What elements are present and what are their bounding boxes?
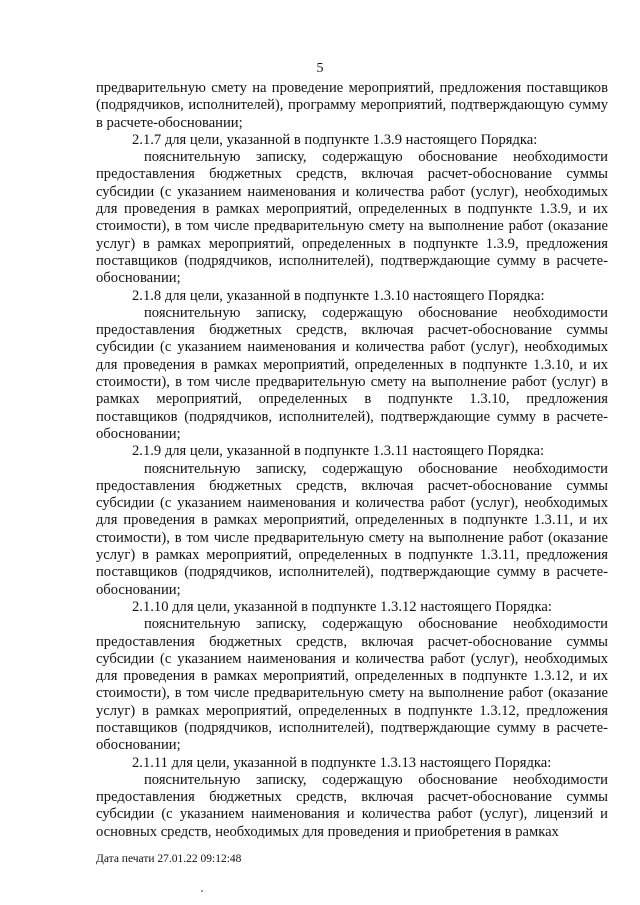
paragraph: пояснительную записку, содержащую обоснование необходимости предоставления бюджетных средств, включая расчет-обоснование суммы субсидии (с указанием наименования и количества работ (услуг), необходимых для проведения в рамках мероприятий, определенных в подпункте 1.3.12, и их стоимости), в том числе предварительную смету на выполнение работ (оказание услуг) в рамках мероприятий, определенных в подпункте 1.3.12, предложения поставщиков (подрядчиков, исполнителей), подтверждающие сумму в расчете-обосновании;	[96, 616, 608, 754]
paragraph: 2.1.8 для цели, указанной в подпункте 1.3.10 настоящего Порядка:	[132, 287, 545, 304]
paragraph: пояснительную записку, содержащую обоснование необходимости предоставления бюджетных средств, включая расчет-обоснование суммы субсидии (с указанием наименования и количества работ (услуг), лицензий и основных средств, необходимых для проведения и приобретения в рамках	[96, 771, 608, 840]
scan-speck	[201, 890, 203, 892]
paragraph: 2.1.9 для цели, указанной в подпункте 1.3.11 настоящего Порядка:	[132, 443, 545, 460]
paragraph: пояснительную записку, содержащую обоснование необходимости предоставления бюджетных средств, включая расчет-обоснование суммы субсидии (с указанием наименования и количества работ (услуг), необходимых для проведения в рамках мероприятий, определенных в подпункте 1.3.11, и их стоимости), в том числе предварительную смету на выполнение работ (оказание услуг) в рамках мероприятий, определенных в подпункте 1.3.11, предложения поставщиков (подрядчиков, исполнителей), подтверждающие сумму в расчете-обосновании;	[96, 460, 608, 598]
paragraph: предварительную смету на проведение мероприятий, предложения поставщиков (подрядчиков, исполнителей), программу мероприятий, подтверждающую сумму в расчете-обосновании;	[96, 80, 608, 131]
print-date-footer: Дата печати 27.01.22 09:12:48	[96, 853, 242, 865]
paragraph: 2.1.10 для цели, указанной в подпункте 1.3.12 настоящего Порядка:	[132, 598, 552, 615]
document-body	[96, 80, 608, 841]
paragraph: 2.1.11 для цели, указанной в подпункте 1.3.13 настоящего Порядка:	[132, 754, 552, 771]
paragraph: 2.1.7 для цели, указанной в подпункте 1.3.9 настоящего Порядка:	[132, 131, 538, 148]
paragraph: пояснительную записку, содержащую обоснование необходимости предоставления бюджетных средств, включая расчет-обоснование суммы субсидии (с указанием наименования и количества работ (услуг), необходимых для проведения в рамках мероприятий, определенных в подпункте 1.3.9, и их стоимости), в том числе предварительную смету на выполнение работ (оказание услуг) в рамках мероприятий, определенных в подпункте 1.3.9, предложения поставщиков (подрядчиков, исполнителей), подтверждающие сумму в расчете-обосновании;	[96, 149, 608, 287]
paragraph: пояснительную записку, содержащую обоснование необходимости предоставления бюджетных средств, включая расчет-обоснование суммы субсидии (с указанием наименования и количества работ (услуг), необходимых для проведения в рамках мероприятий, определенных в подпункте 1.3.10, и их стоимости), в том числе предварительную смету на выполнение работ (услуг) в рамках мероприятий, определенных в подпункте 1.3.10, предложения поставщиков (подрядчиков, исполнителей), подтверждающие сумму в расчете-обосновании;	[96, 304, 608, 442]
page-number: 5	[316, 61, 324, 76]
